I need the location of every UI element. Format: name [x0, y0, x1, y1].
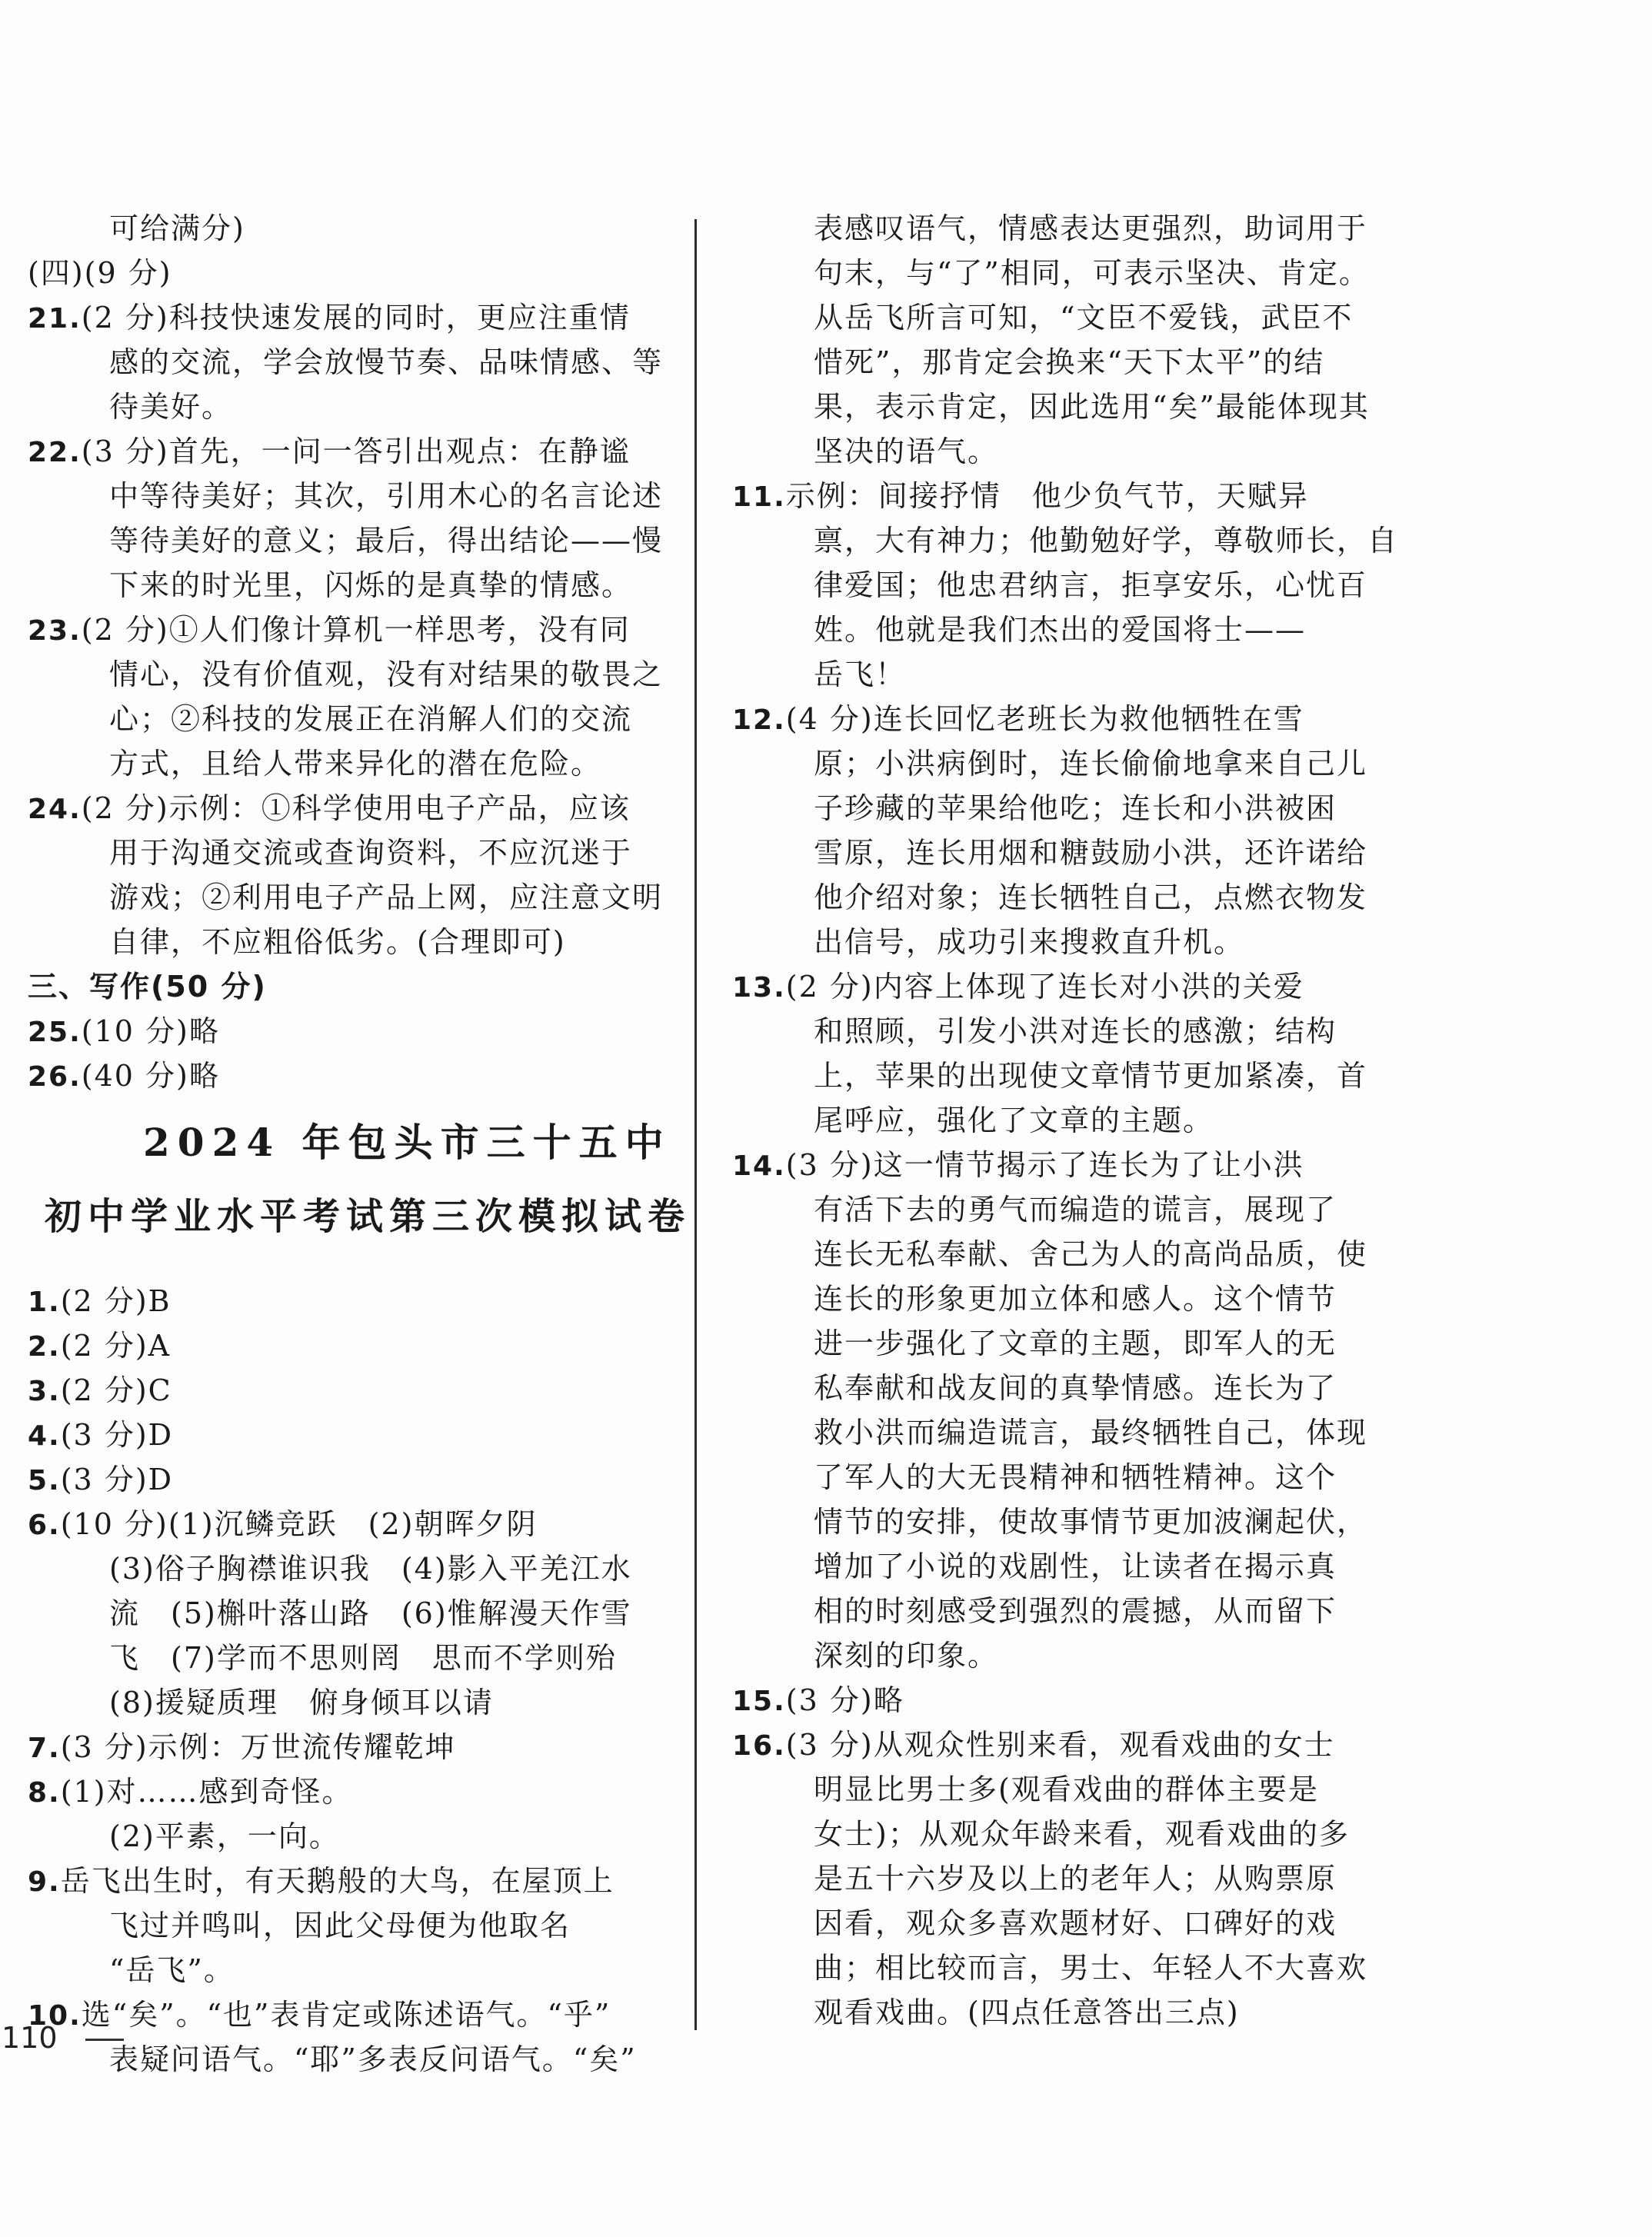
- answer-text-line: [732, 1856, 1501, 1901]
- answer-item-line: [28, 429, 674, 474]
- answer-text-line: [732, 1410, 1501, 1455]
- answer-text: 下来的时光里，闪烁的是真挚的情感。: [109, 568, 633, 602]
- answer-text: (3 分)这一情节揭示了连长为了让小洪: [785, 1148, 1304, 1182]
- answer-text: 明显比男士多(观看戏曲的群体主要是: [814, 1773, 1319, 1806]
- answer-text: 女士)；从观众年龄来看，观看戏曲的多: [814, 1817, 1350, 1851]
- answer-text: (3)俗子胸襟谁识我 (4)影入平羌江水: [109, 1552, 632, 1586]
- answer-text: (2 分)①人们像计算机一样思考，没有同: [81, 613, 631, 647]
- question-number: 15.: [732, 1686, 786, 1717]
- answer-item-line: [732, 1143, 1501, 1187]
- answer-text: 中等待美好；其次，引用木心的名言论述: [109, 479, 664, 513]
- answer-text: 是五十六岁及以上的老年人；从购票原: [814, 1862, 1337, 1896]
- answer-item-line: [28, 1859, 674, 1903]
- answer-text: 表感叹语气，情感表达更强烈，助词用于: [814, 211, 1368, 245]
- page-number: 110: [2, 2021, 58, 2055]
- answer-text: 飞过并鸣叫，因此父母便为他取名: [109, 1909, 571, 1942]
- answer-item-line: [28, 1368, 674, 1413]
- answer-item-line: [732, 1678, 1501, 1723]
- answer-text-line: [732, 1321, 1501, 1366]
- question-number: 9.: [28, 1866, 61, 1898]
- question-number: 26.: [28, 1061, 82, 1093]
- answer-text-line: [732, 608, 1501, 652]
- answer-text: 表疑问语气。“耶”多表反问语气。“矣”: [109, 2042, 637, 2076]
- question-number: 8.: [28, 1777, 61, 1809]
- answer-text-line: [28, 875, 674, 920]
- answer-text: 心；②科技的发展正在消解人们的交流: [109, 702, 633, 736]
- answer-text-line: [732, 1990, 1501, 2035]
- answer-text-line: [732, 340, 1501, 384]
- answer-text: 禀，大有神力；他勤勉好学，尊敬师长，自: [814, 524, 1399, 558]
- answer-text-line: [732, 1633, 1501, 1678]
- answer-text: 选“矣”。“也”表肯定或陈述语气。“乎”: [81, 1998, 611, 2032]
- question-number: 14.: [732, 1150, 786, 1182]
- answer-item-line: [732, 1723, 1501, 1767]
- answer-text: (2 分)示例：①科学使用电子产品，应该: [81, 791, 631, 825]
- answer-text: 增加了小说的戏剧性，让读者在揭示真: [814, 1550, 1337, 1583]
- answer-text: 从岳飞所言可知，“文臣不爱钱，武臣不: [814, 301, 1354, 335]
- answer-text-line: [28, 831, 674, 875]
- answer-text: 飞 (7)学而不思则罔 思而不学则殆: [109, 1641, 617, 1675]
- answer-text: (2 分)A: [60, 1329, 172, 1363]
- answer-text: 感的交流，学会放慢节奏、品味情感、等: [109, 345, 664, 379]
- answer-text-line: [732, 1767, 1501, 1812]
- answer-text-line: [732, 831, 1501, 875]
- answer-text: 果，表示肯定，因此选用“矣”最能体现其: [814, 390, 1370, 424]
- answer-text: (10 分)(1)沉鳞竞跃 (2)朝晖夕阴: [60, 1507, 538, 1541]
- answer-item-line: [732, 964, 1501, 1009]
- answer-item-line: [732, 474, 1501, 518]
- answer-text-line: [732, 1187, 1501, 1232]
- answer-text-line: [28, 2037, 674, 2082]
- question-number: 3.: [28, 1376, 61, 1407]
- answer-text-line: [732, 206, 1501, 251]
- answer-text-line: [732, 1232, 1501, 1277]
- answer-text: 岳飞！: [814, 657, 907, 691]
- answer-text-line: [28, 652, 674, 697]
- answer-text: 因看，观众多喜欢题材好、口碑好的戏: [814, 1906, 1337, 1940]
- question-number: 22.: [28, 437, 82, 468]
- answer-text: (8)援疑质理 俯身倾耳以请: [109, 1686, 494, 1719]
- answer-text-line: [732, 251, 1501, 295]
- answer-text: (3 分)略: [785, 1683, 904, 1717]
- answer-text: 观看戏曲。(四点任意答出三点): [814, 1996, 1240, 2029]
- answer-text-line: [732, 429, 1501, 474]
- answer-text-line: [28, 964, 674, 1009]
- answer-text: 姓。他就是我们杰出的爱国将士——: [814, 613, 1307, 647]
- question-number: 11.: [732, 481, 786, 513]
- answer-text-line: [732, 875, 1501, 920]
- answer-text: 上，苹果的出现使文章情节更加紧凑，首: [814, 1059, 1368, 1093]
- answer-text-line: [732, 295, 1501, 340]
- answer-text-line: [28, 384, 674, 429]
- answer-text: 示例：间接抒情 他少负气节，天赋异: [785, 479, 1309, 513]
- answer-item-line: [28, 1457, 674, 1502]
- answer-text: 等待美好的意义；最后，得出结论——慢: [109, 524, 664, 558]
- answer-text-line: [28, 920, 674, 964]
- answer-text-line: [28, 1680, 674, 1725]
- answer-text: 深刻的印象。: [814, 1639, 999, 1673]
- answer-text: (四)(9 分): [28, 256, 172, 290]
- answer-text: 可给满分): [109, 211, 245, 245]
- answer-text: 坚决的语气。: [814, 434, 999, 468]
- answer-text-line: [732, 1455, 1501, 1500]
- answer-text: 流 (5)槲叶落山路 (6)惟解漫天作雪: [109, 1596, 632, 1630]
- answer-text: (2)平素，一向。: [109, 1819, 340, 1853]
- answer-text-line: [28, 1814, 674, 1859]
- answer-text: 曲；相比较而言，男士、年轻人不大喜欢: [814, 1951, 1368, 1985]
- answer-text: 方式，且给人带来异化的潜在危险。: [109, 747, 602, 781]
- answer-text-line: [732, 1277, 1501, 1321]
- answer-text: (1)对……感到奇怪。: [60, 1775, 353, 1809]
- question-number: 7.: [28, 1733, 61, 1764]
- answer-item-line: [28, 1054, 674, 1098]
- question-number: 10.: [28, 2000, 82, 2032]
- question-number: 21.: [28, 303, 82, 335]
- answer-text: 救小洪而编造谎言，最终牺牲自己，体现: [814, 1416, 1368, 1450]
- answer-text: 待美好。: [109, 390, 233, 424]
- answer-item-line: [28, 1992, 674, 2037]
- answer-item-line: [28, 1769, 674, 1814]
- question-number: 16.: [732, 1730, 786, 1762]
- answer-text: 用于沟通交流或查询资料，不应沉迷于: [109, 836, 633, 870]
- answer-text-line: [732, 652, 1501, 697]
- answer-text: 雪原，连长用烟和糖鼓励小洪，还许诺给: [814, 836, 1368, 870]
- answer-text-line: [28, 697, 674, 741]
- answer-text-line: [732, 786, 1501, 831]
- answer-text-line: [732, 1946, 1501, 1990]
- answer-text: (3 分)D: [60, 1463, 174, 1496]
- question-number: 23.: [28, 615, 82, 647]
- answer-text: (2 分)科技快速发展的同时，更应注重情: [81, 301, 631, 335]
- answer-text-line: [732, 563, 1501, 608]
- footer-dash: [85, 2039, 124, 2041]
- answer-text: 游戏；②利用电子产品上网，应注意文明: [109, 880, 664, 914]
- answer-text: 和照顾，引发小洪对连长的感激；结构: [814, 1014, 1337, 1048]
- answer-text-line: [28, 1546, 674, 1591]
- answer-text-line: [732, 1544, 1501, 1589]
- answer-text-line: [28, 206, 674, 251]
- answer-text: (40 分)略: [81, 1059, 220, 1093]
- question-number: 2.: [28, 1331, 61, 1363]
- answer-text: (2 分)内容上体现了连长对小洪的关爱: [785, 970, 1304, 1004]
- answer-text: 了军人的大无畏精神和牺牲精神。这个: [814, 1460, 1337, 1494]
- answer-text: 三、写作(50 分): [28, 970, 267, 1004]
- question-number: 4.: [28, 1420, 61, 1452]
- question-number: 24.: [28, 794, 82, 825]
- answer-text-line: [28, 251, 674, 295]
- left-answers-top: [28, 206, 674, 1098]
- answer-item-line: [28, 1279, 674, 1323]
- answer-text: 出信号，成功引来搜救直升机。: [814, 925, 1245, 959]
- answer-text-line: [732, 1812, 1501, 1856]
- answer-text: (2 分)B: [60, 1284, 172, 1318]
- answer-text: 岳飞出生时，有天鹅般的大鸟，在屋顶上: [60, 1864, 615, 1898]
- answer-item-line: [28, 786, 674, 831]
- answer-text-line: [28, 1636, 674, 1680]
- answer-text: (10 分)略: [81, 1014, 220, 1048]
- answer-text-line: [732, 1901, 1501, 1946]
- answer-text-line: [732, 1009, 1501, 1054]
- answer-text: (3 分)从观众性别来看，观看戏曲的女士: [785, 1728, 1335, 1762]
- right-column: [732, 206, 1501, 2035]
- page-footer: [2, 2021, 124, 2055]
- answer-text: (3 分)D: [60, 1418, 174, 1452]
- answer-text: (2 分)C: [60, 1373, 172, 1407]
- right-answers: [732, 206, 1501, 2035]
- question-number: 1.: [28, 1287, 61, 1318]
- answer-text-line: [732, 1589, 1501, 1633]
- answer-text-line: [732, 1054, 1501, 1098]
- answer-text-line: [28, 340, 674, 384]
- answer-text-line: [732, 741, 1501, 786]
- answer-text-line: [28, 474, 674, 518]
- answer-text-line: [28, 741, 674, 786]
- answer-text: 原；小洪病倒时，连长偷偷地拿来自己儿: [814, 747, 1368, 781]
- answer-text: (4 分)连长回忆老班长为救他牺牲在雪: [785, 702, 1304, 736]
- answer-text-line: [28, 563, 674, 608]
- answer-item-line: [732, 697, 1501, 741]
- answer-text: 连长的形象更加立体和感人。这个情节: [814, 1282, 1337, 1316]
- answer-text-line: [732, 1098, 1501, 1143]
- answer-text: 自律，不应粗俗低劣。(合理即可): [109, 925, 566, 959]
- answer-item-line: [28, 1502, 674, 1546]
- answer-text: “岳飞”。: [109, 1953, 235, 1987]
- answer-text: 他介绍对象；连长牺牲自己，点燃衣物发: [814, 880, 1368, 914]
- question-number: 6.: [28, 1510, 61, 1541]
- answer-text: 惜死”，那肯定会换来“天下太平”的结: [814, 345, 1325, 379]
- answer-item-line: [28, 295, 674, 340]
- question-number: 12.: [732, 704, 786, 736]
- answer-item-line: [28, 1009, 674, 1054]
- left-column: [28, 206, 691, 2082]
- left-answers-bottom: [28, 1279, 674, 2082]
- answer-text-line: [732, 920, 1501, 964]
- answer-item-line: [28, 608, 674, 652]
- exam-title-line1: 2024 年包头市三十五中: [143, 1120, 671, 1165]
- answer-text: 进一步强化了文章的主题，即军人的无: [814, 1327, 1337, 1360]
- exam-title-line2: 初中学业水平考试第三次模拟试卷: [45, 1195, 691, 1238]
- answer-text: (3 分)示例：万世流传耀乾坤: [60, 1730, 456, 1764]
- answer-text-line: [28, 1591, 674, 1636]
- answer-text: 有活下去的勇气而编造的谎言，展现了: [814, 1193, 1337, 1227]
- answer-text: 私奉献和战友间的真挚情感。连长为了: [814, 1371, 1337, 1405]
- answer-text-line: [28, 518, 674, 563]
- answer-text-line: [28, 1948, 674, 1992]
- column-divider: [694, 219, 697, 2030]
- answer-item-line: [28, 1413, 674, 1457]
- question-number: 25.: [28, 1017, 82, 1048]
- answer-text: 句末，与“了”相同，可表示坚决、肯定。: [814, 256, 1370, 290]
- answer-text: 子珍藏的苹果给他吃；连长和小洪被困: [814, 791, 1337, 825]
- answer-text-line: [732, 1366, 1501, 1410]
- answer-text-line: [28, 1903, 674, 1948]
- answer-text: (3 分)首先，一问一答引出观点：在静谧: [81, 434, 631, 468]
- answer-text: 连长无私奉献、舍己为人的高尚品质，使: [814, 1237, 1368, 1271]
- answer-text: 尾呼应，强化了文章的主题。: [814, 1104, 1214, 1137]
- answer-item-line: [28, 1725, 674, 1769]
- answer-text: 情节的安排，使故事情节更加波澜起伏，: [814, 1505, 1368, 1539]
- answer-text: 相的时刻感受到强烈的震撼，从而留下: [814, 1594, 1337, 1628]
- answer-text-line: [732, 518, 1501, 563]
- answer-text-line: [732, 1500, 1501, 1544]
- question-number: 13.: [732, 972, 786, 1004]
- answer-text-line: [732, 384, 1501, 429]
- answer-item-line: [28, 1323, 674, 1368]
- question-number: 5.: [28, 1465, 61, 1496]
- answer-text: 律爱国；他忠君纳言，拒享安乐，心忧百: [814, 568, 1368, 602]
- exam-title-block: [28, 1098, 691, 1279]
- answer-text: 情心，没有价值观，没有对结果的敬畏之: [109, 657, 664, 691]
